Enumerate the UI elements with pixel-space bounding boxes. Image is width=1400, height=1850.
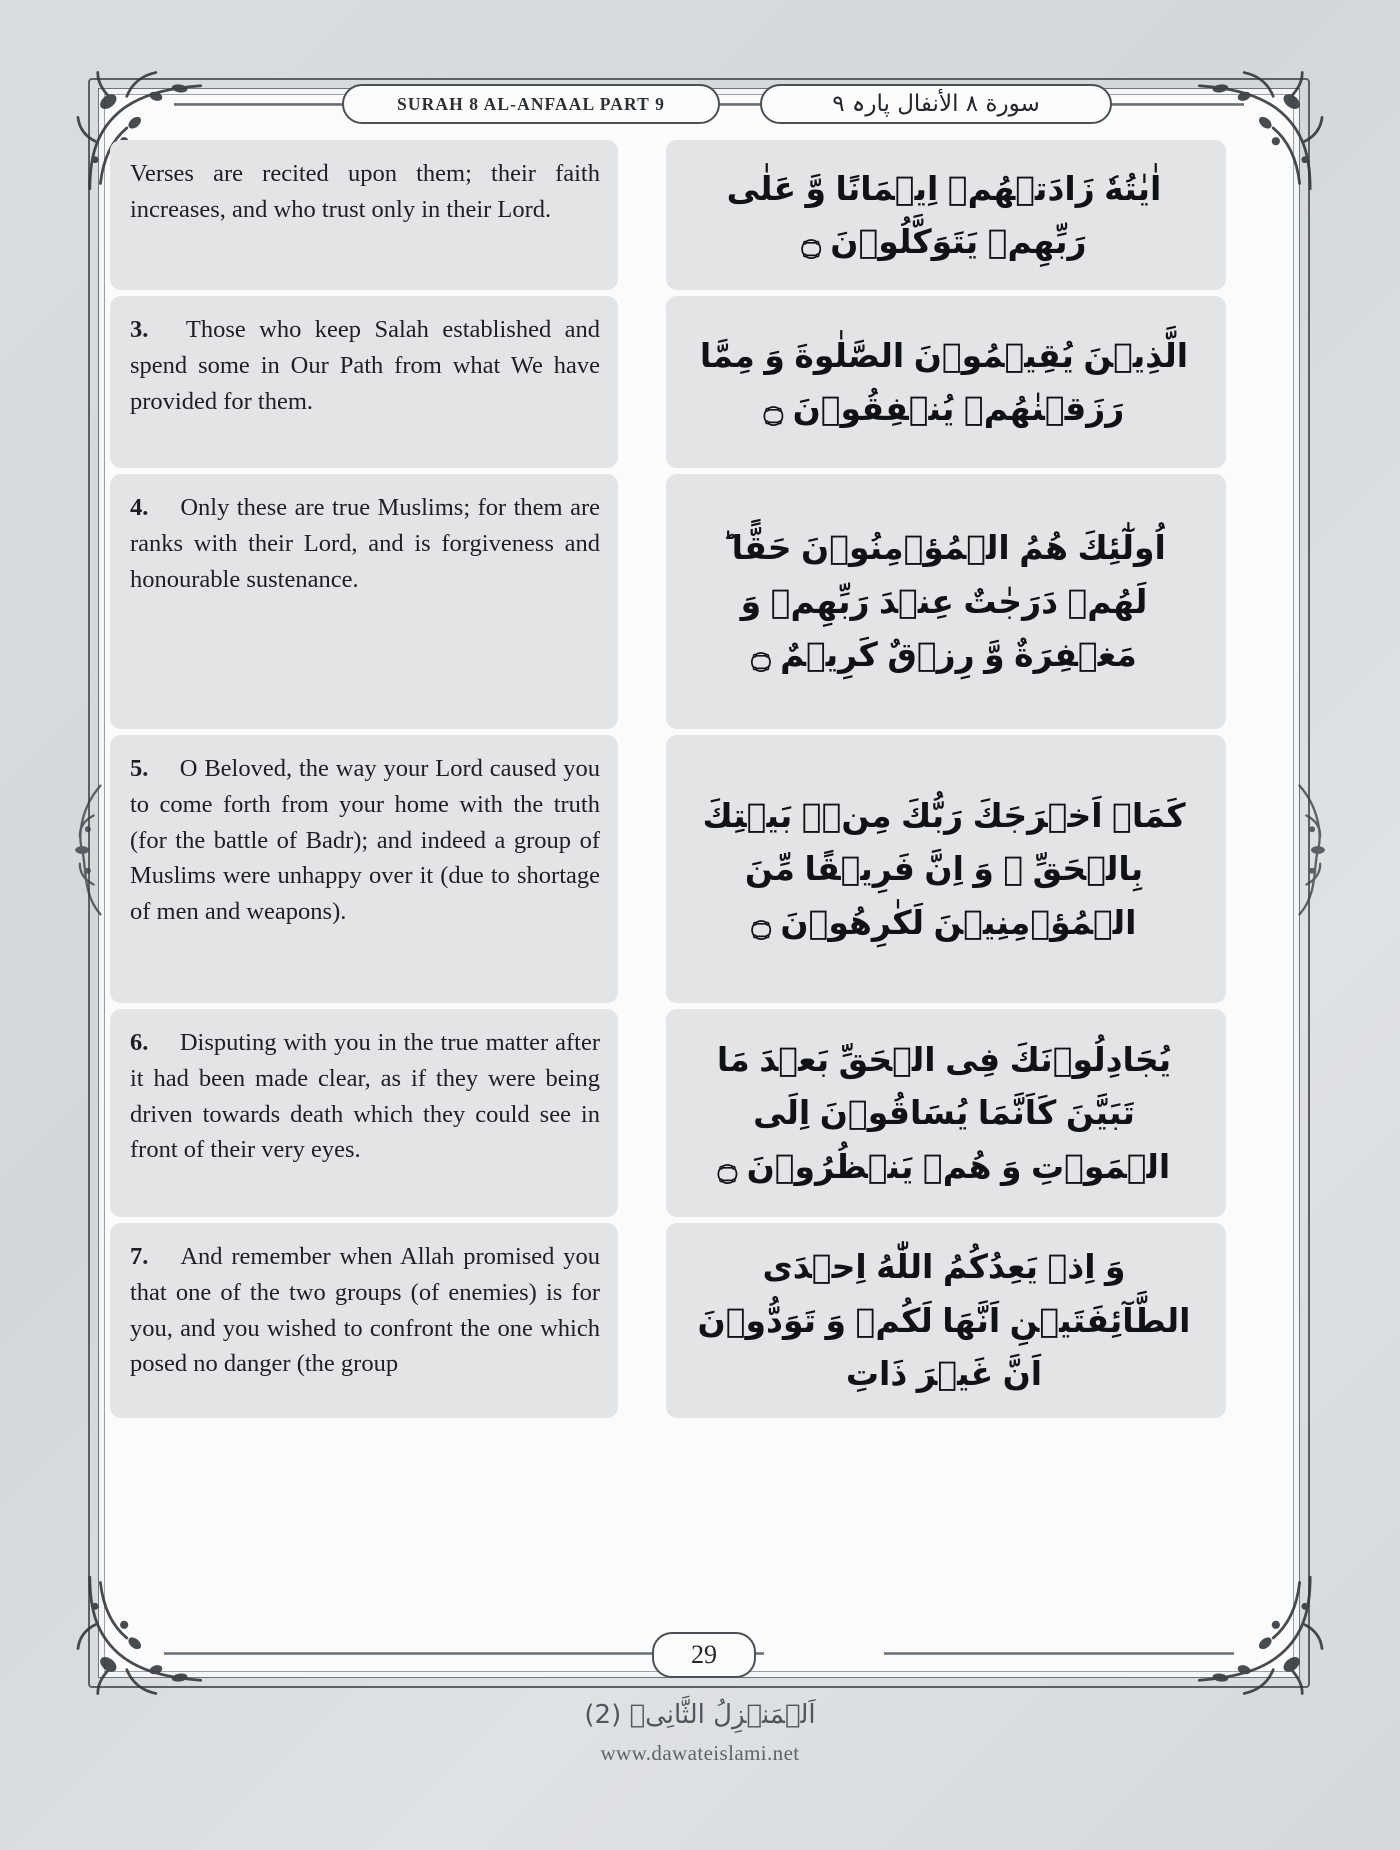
- verse-number: 7.: [130, 1243, 173, 1270]
- verse-translation-text: And remember when Allah promised you that one of the two groups (of enemies) is for you, and you wished to confront the one which posed no danger (the group: [130, 1243, 600, 1378]
- page-number-badge: [652, 1632, 756, 1678]
- header-rule-right: [1104, 103, 1244, 106]
- verse-number: 3.: [130, 316, 173, 343]
- manzil-label: اَلۡمَنۡزِلُ الثَّانِیۡ (2): [584, 1700, 816, 1730]
- surah-title-arabic: [760, 84, 1112, 124]
- arabic-card: [666, 735, 1226, 1003]
- arabic-column: [666, 140, 1226, 1580]
- arabic-card: [666, 1223, 1226, 1418]
- verse-arabic-text: وَ اِذۡ یَعِدُكُمُ اللّٰهُ اِحۡدَی الطَّآئِفَتَیۡنِ اَنَّهَا لَكُمۡ وَ تَوَدُّوۡنَ اَنَّ غَیۡرَ ذَاتِ: [697, 1247, 1191, 1394]
- verse-number: 6.: [130, 1029, 173, 1056]
- translation-card: [110, 1223, 618, 1418]
- verse-translation-text: Only these are true Muslims; for them are ranks with their Lord, and is forgiveness and honourable sustenance.: [130, 494, 600, 593]
- translation-card: [110, 735, 618, 1003]
- translation-card: [110, 474, 618, 729]
- translation-card: [110, 1009, 618, 1217]
- translation-column: [110, 140, 618, 1580]
- verse-arabic-text: یُجَادِلُوۡنَكَ فِی الۡحَقِّ بَعۡدَ مَا تَبَیَّنَ كَاَنَّمَا یُسَاقُوۡنَ اِلَی الۡمَوۡتِ وَ هُمۡ یَنۡظُرُوۡنَ ۝: [716, 1039, 1172, 1186]
- translation-card: [110, 296, 618, 468]
- arabic-card: [666, 1009, 1226, 1217]
- surah-title-latin: [342, 84, 720, 124]
- arabic-card: [666, 474, 1226, 729]
- page-number-text: 29: [691, 1640, 717, 1669]
- verse-number: 4.: [130, 494, 173, 521]
- header-rule-left: [174, 103, 349, 106]
- website-url[interactable]: www.dawateislami.net: [600, 1741, 800, 1766]
- verse-arabic-text: اٰیٰتُهٗ زَادَتۡهُمۡ اِیۡمَانًا وَّ عَلٰی رَبِّهِمۡ یَتَوَکَّلُوۡنَ ۝: [726, 168, 1162, 261]
- verse-columns: [110, 140, 1290, 1580]
- translation-card: [110, 140, 618, 290]
- arabic-card: [666, 140, 1226, 290]
- page-header: [104, 82, 1296, 130]
- surah-title-latin-text: SURAH 8 AL-ANFAAL PART 9: [397, 93, 665, 114]
- colophon: [0, 1700, 1400, 1766]
- verse-translation-text: O Beloved, the way your Lord caused you to come forth from your home with the truth (for the battle of Badr); and indeed a group of Muslims were unhappy over it (due to shortage of men and weapons).: [130, 755, 601, 926]
- verse-arabic-text: كَمَاۤ اَخۡرَجَكَ رَبُّكَ مِنۡۢ بَیۡتِكَ بِالۡحَقِّ ۪ وَ اِنَّ فَرِیۡقًا مِّنَ الۡمُؤۡمِنِیۡنَ لَكٰرِهُوۡنَ ۝: [702, 795, 1186, 942]
- verse-translation-text: Verses are recited upon them; their faith increases, and who trust only in their Lord.: [130, 160, 600, 223]
- verse-number: 5.: [130, 755, 173, 782]
- page-footer: [104, 1632, 1296, 1678]
- footer-rule-right: [884, 1652, 1234, 1655]
- verse-translation-text: Those who keep Salah established and spend some in Our Path from what We have provided for them.: [130, 316, 601, 415]
- verse-translation-text: Disputing with you in the true matter after it had been made clear, as if they were being driven towards death which they could see in front of their very eyes.: [130, 1029, 601, 1164]
- verse-arabic-text: اُولٰٓئِكَ هُمُ الۡمُؤۡمِنُوۡنَ حَقًّا ؕ لَهُمۡ دَرَجٰتٌ عِنۡدَ رَبِّهِمۡ وَ مَغۡفِرَةٌ وَّ رِزۡقٌ كَرِیۡمٌ ۝: [722, 528, 1166, 675]
- arabic-card: [666, 296, 1226, 468]
- surah-title-arabic-text: سورة ٨ الأنفال پارہ ٩: [832, 90, 1040, 117]
- verse-arabic-text: الَّذِیۡنَ یُقِیۡمُوۡنَ الصَّلٰوةَ وَ مِمَّا رَزَقۡنٰهُمۡ یُنۡفِقُوۡنَ ۝: [699, 335, 1189, 428]
- header-rule-middle: [714, 103, 766, 106]
